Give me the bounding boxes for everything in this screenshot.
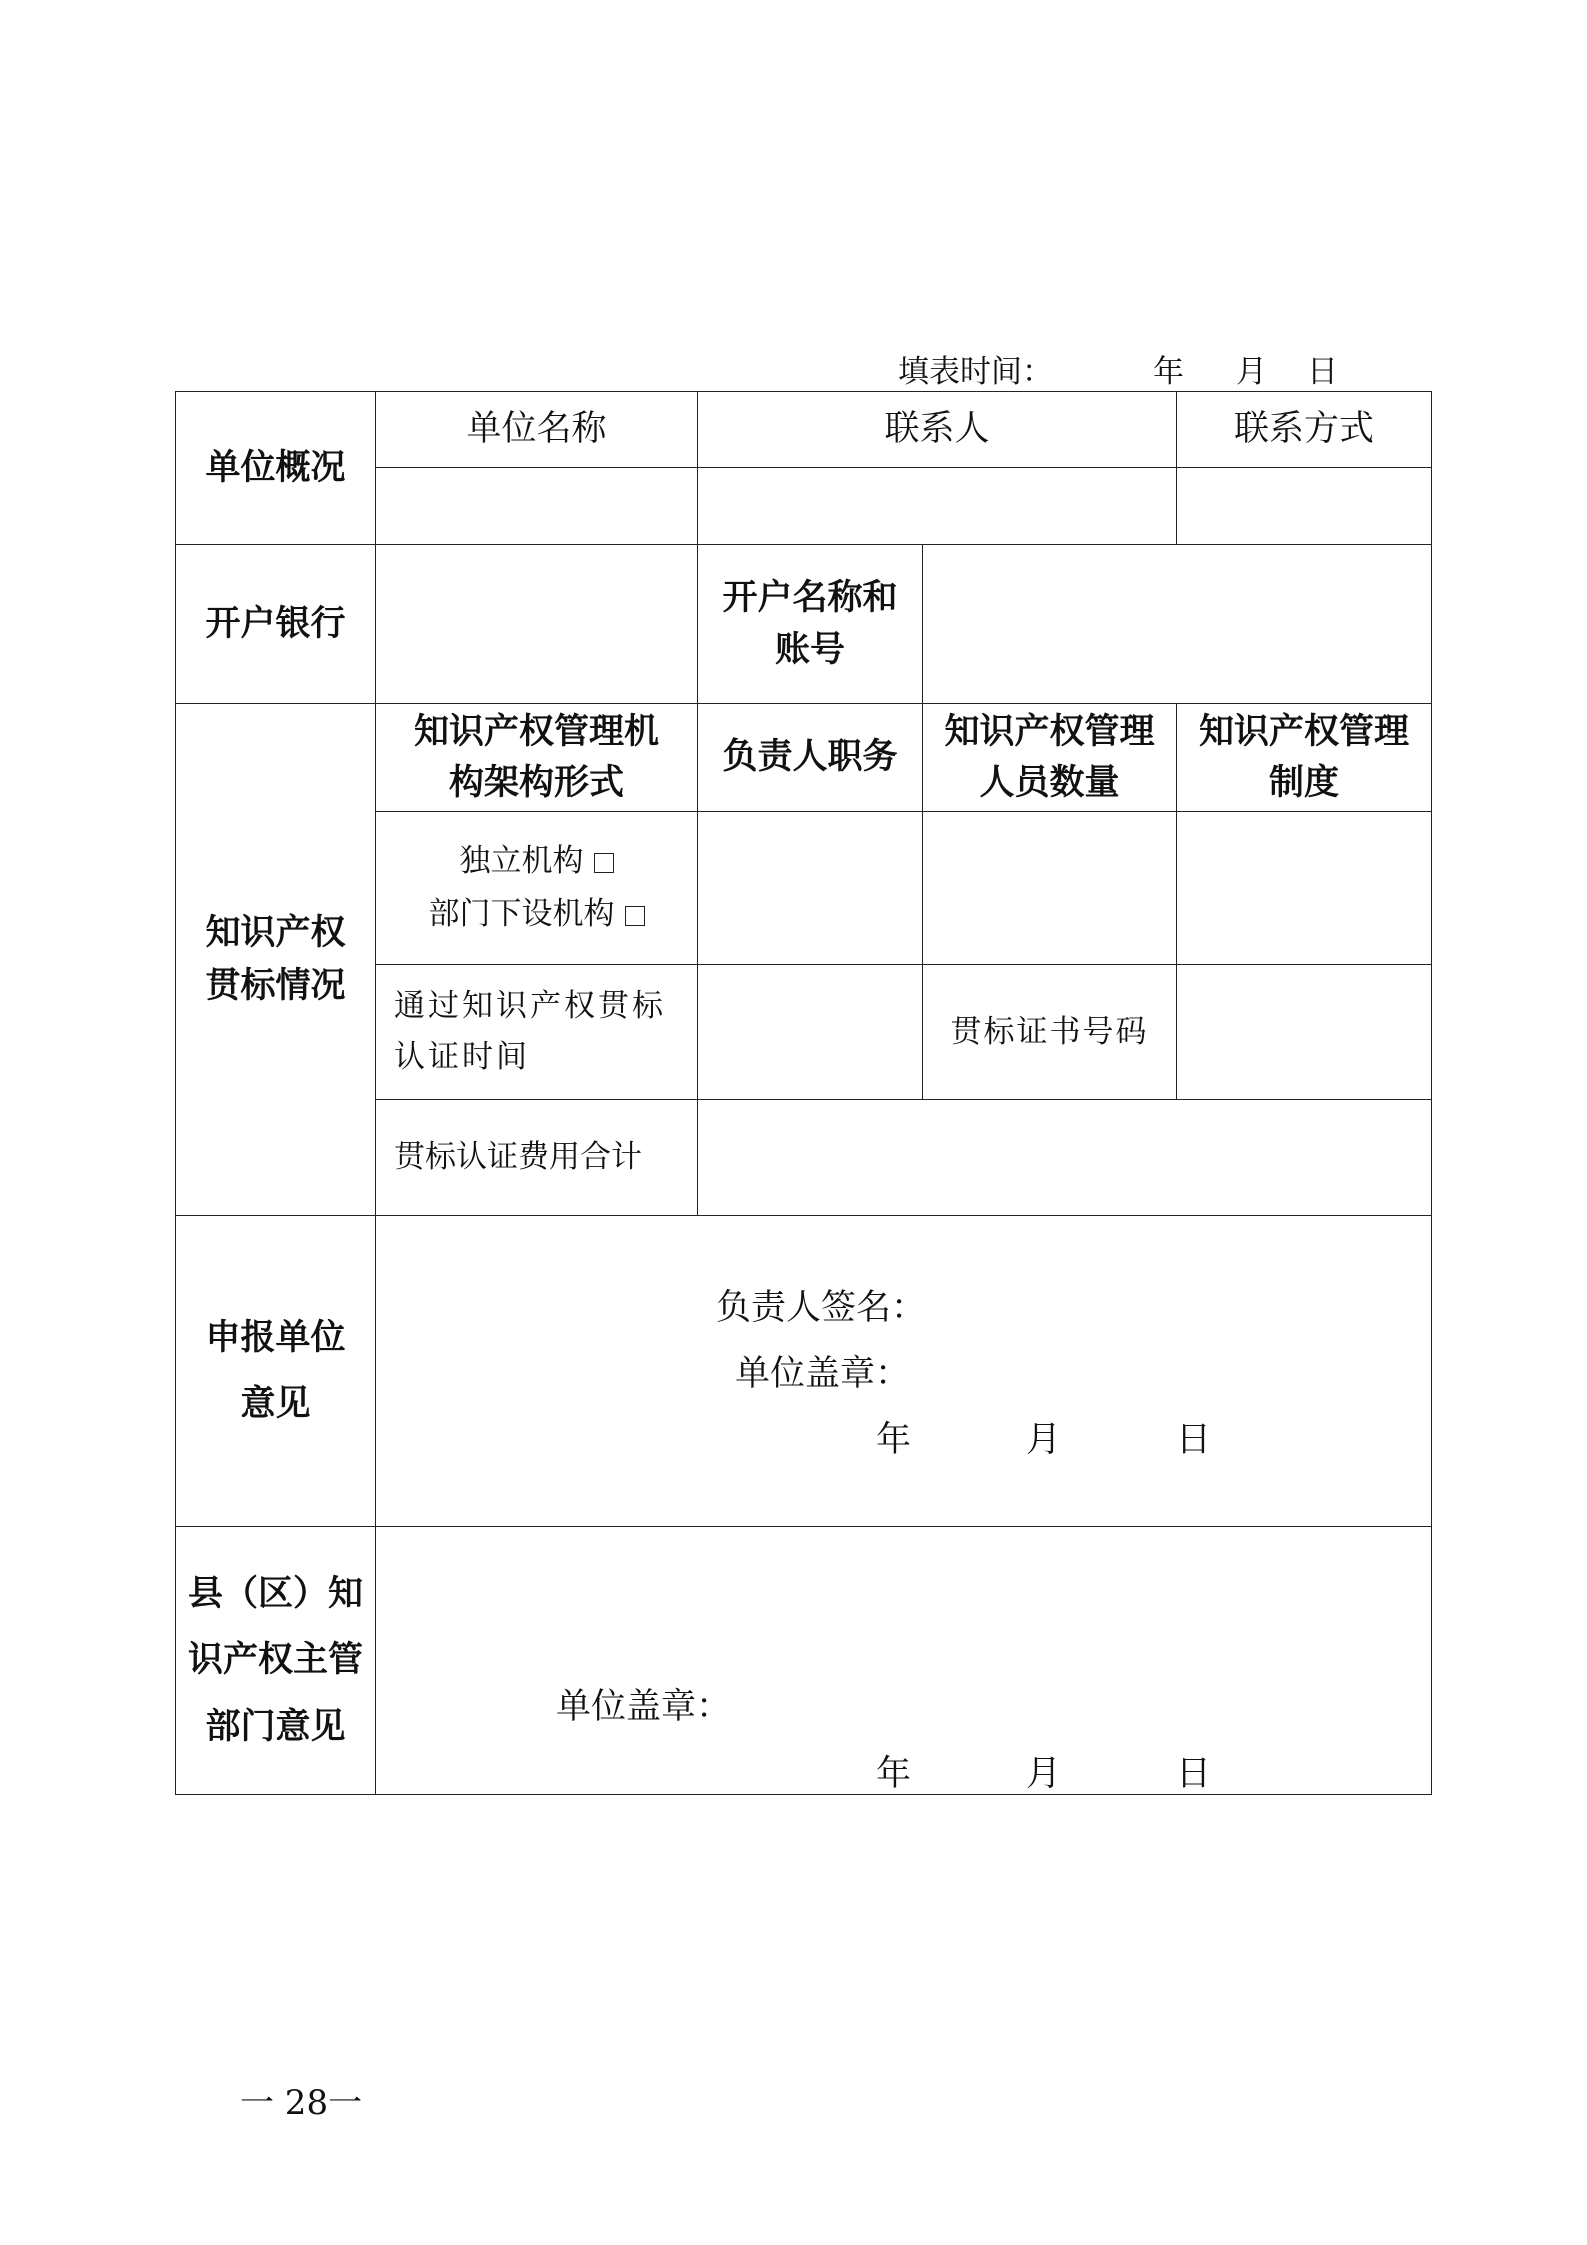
structure-options: [376, 812, 698, 965]
option-department-label: 部门下设机构: [428, 896, 615, 932]
fill-time-label: 填表时间：: [898, 354, 1053, 390]
cost-label: 贯标认证费用合计: [376, 1100, 698, 1216]
cert-number-field[interactable]: [1177, 965, 1432, 1100]
fill-date-line: [898, 346, 1338, 391]
applicant-opinion-label: 申报单位意见: [176, 1216, 376, 1527]
cert-time-field[interactable]: [698, 965, 923, 1100]
contact-method-field[interactable]: [1177, 468, 1432, 545]
county-seal-label: 单位盖章：: [556, 1687, 732, 1727]
fill-year: 年: [1153, 354, 1184, 390]
applicant-day: 日: [1176, 1420, 1212, 1460]
duty-field[interactable]: [698, 812, 923, 965]
option-independent-label: 独立机构: [459, 843, 584, 880]
applicant-month: 月: [1026, 1420, 1062, 1460]
application-form-table: [175, 391, 1432, 1795]
cert-number-label: 贯标证书号码: [923, 965, 1177, 1100]
account-field[interactable]: [923, 545, 1432, 704]
option-department[interactable]: [376, 888, 697, 941]
county-opinion-area[interactable]: [376, 1527, 1432, 1795]
county-year: 年: [876, 1754, 912, 1794]
col-duty: 负责人职务: [698, 704, 923, 812]
system-field[interactable]: [1177, 812, 1432, 965]
county-month: 月: [1026, 1754, 1062, 1794]
col-ip-system: 知识产权管理制度: [1177, 704, 1432, 812]
bank-field[interactable]: [376, 545, 698, 704]
ip-label: 知识产权贯标情况: [176, 704, 376, 1216]
county-opinion-label: 县（区）知识产权主管部门意见: [176, 1527, 376, 1795]
page-number: 一 28一: [240, 2083, 363, 2123]
account-label: 开户名称和账号: [698, 545, 923, 704]
applicant-year: 年: [876, 1420, 912, 1460]
col-ip-staff: 知识产权管理人员数量: [923, 704, 1177, 812]
applicant-seal-label: 单位盖章：: [735, 1354, 911, 1394]
staff-field[interactable]: [923, 812, 1177, 965]
col-contact-method: 联系方式: [1177, 392, 1432, 468]
fill-month: 月: [1236, 354, 1267, 390]
fill-day: 日: [1307, 354, 1338, 390]
bank-label: 开户银行: [176, 545, 376, 704]
checkbox-department[interactable]: [625, 906, 645, 926]
option-independent[interactable]: [376, 835, 697, 888]
unit-overview-label: 单位概况: [176, 392, 376, 545]
col-ip-structure: 知识产权管理机构架构形式: [376, 704, 698, 812]
contact-field[interactable]: [698, 468, 1177, 545]
applicant-opinion-area[interactable]: [376, 1216, 1432, 1527]
unit-name-field[interactable]: [376, 468, 698, 545]
county-day: 日: [1176, 1754, 1212, 1794]
cost-field[interactable]: [698, 1100, 1432, 1216]
applicant-signature-label: 负责人签名：: [716, 1288, 927, 1328]
col-unit-name: 单位名称: [376, 392, 698, 468]
cert-time-label: 通过知识产权贯标认证时间: [376, 965, 698, 1100]
checkbox-independent[interactable]: [594, 853, 614, 873]
col-contact: 联系人: [698, 392, 1177, 468]
